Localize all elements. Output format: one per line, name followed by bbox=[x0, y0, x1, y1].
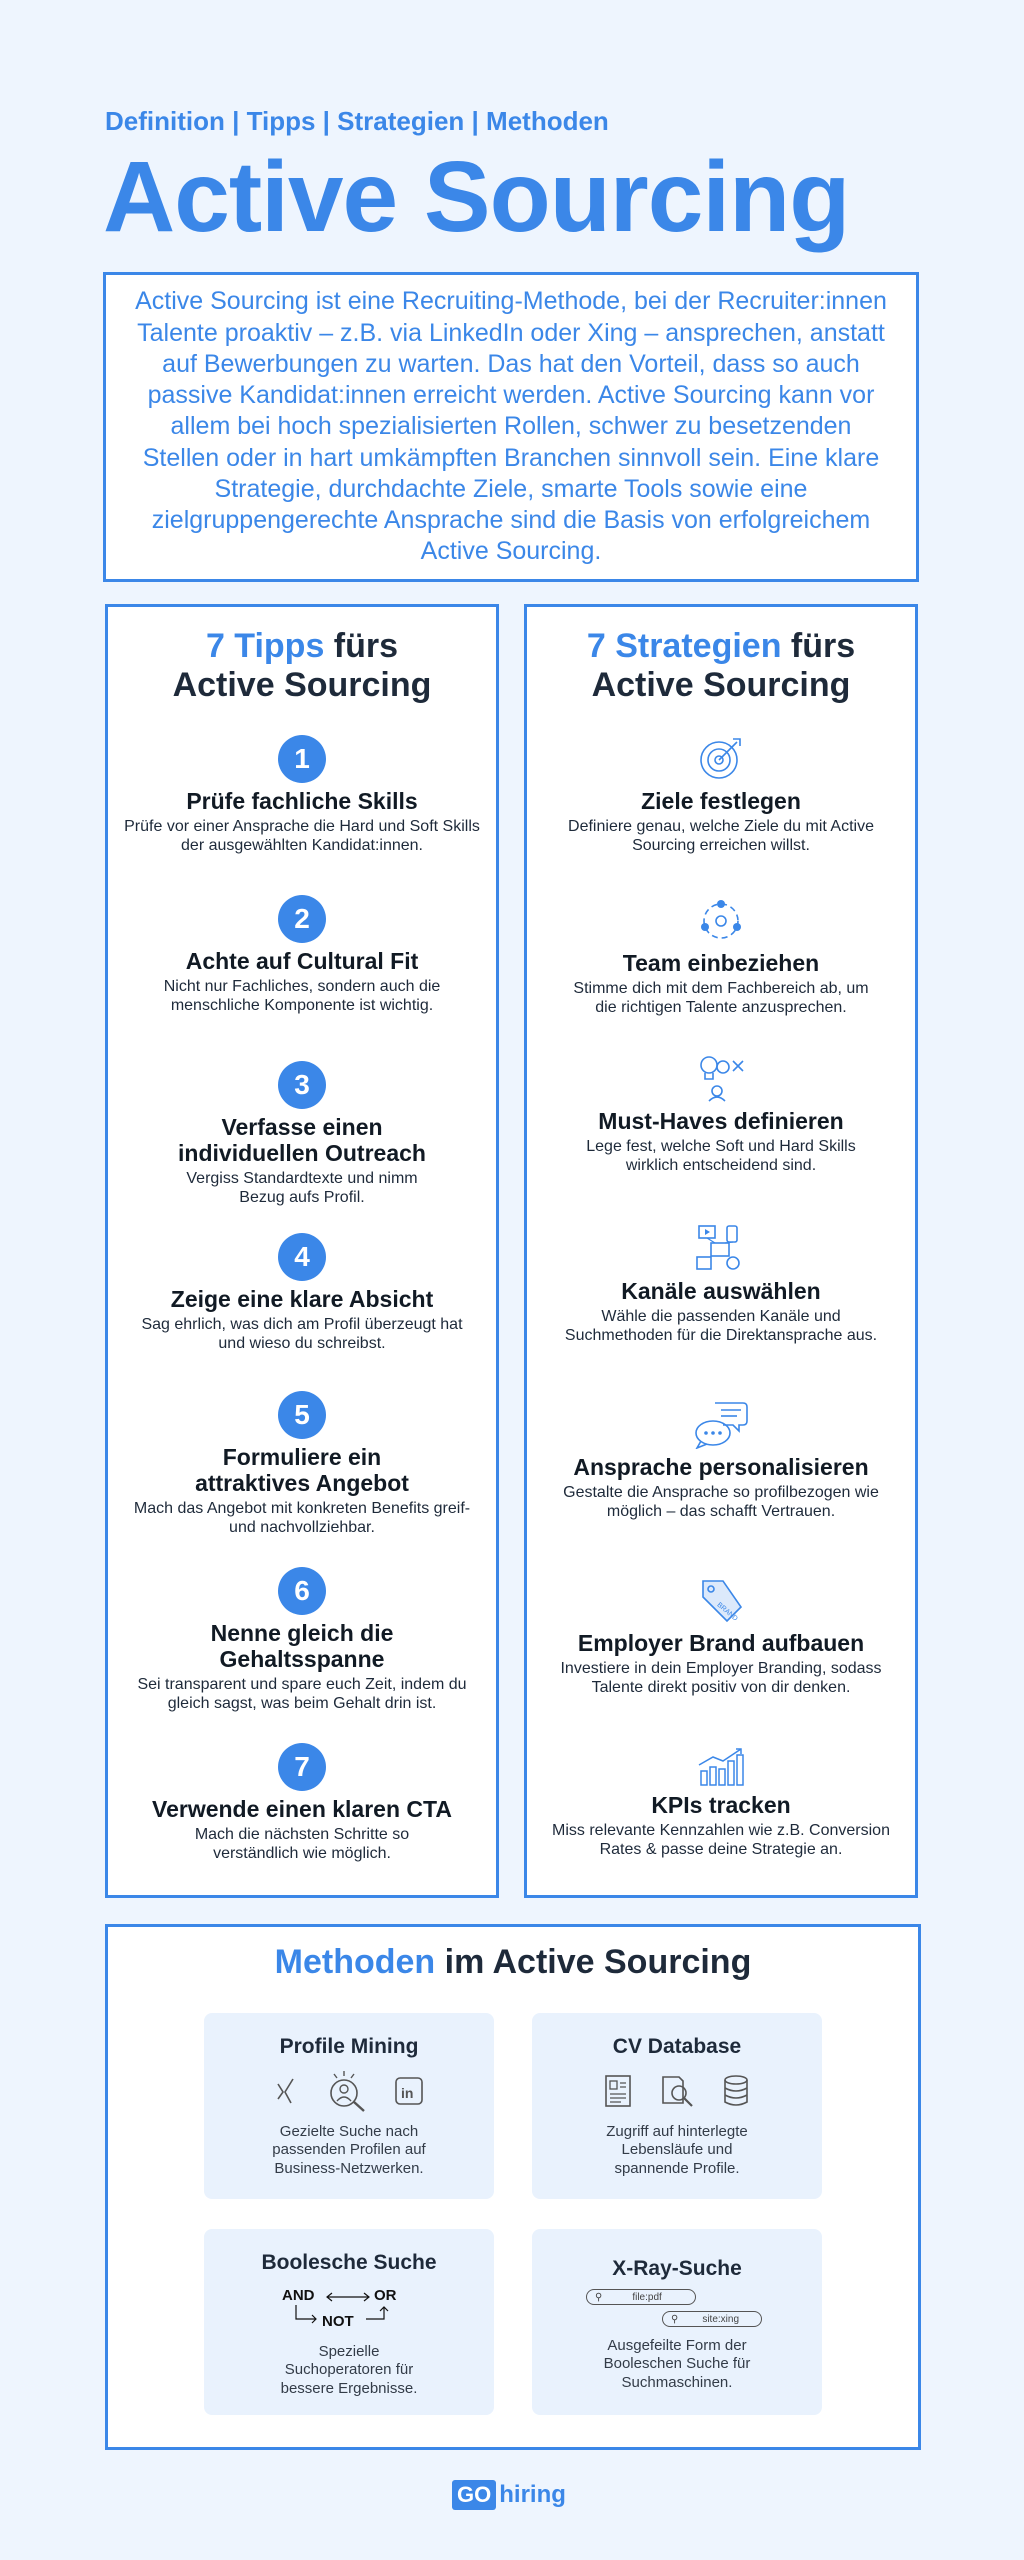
and-operator: AND bbox=[282, 2287, 315, 2304]
strategies-column bbox=[524, 604, 918, 1898]
strategies-title-line2: Active Sourcing bbox=[591, 666, 851, 705]
methods-title bbox=[108, 1943, 918, 1982]
brand-tag-icon bbox=[693, 1575, 749, 1625]
svg-text:in: in bbox=[401, 2085, 414, 2101]
tips-title bbox=[108, 627, 496, 706]
tip-number-badge: 5 bbox=[278, 1391, 326, 1439]
method-card-icons bbox=[532, 2067, 822, 2115]
tip-number-badge: 4 bbox=[278, 1233, 326, 1281]
search-pills bbox=[532, 2287, 822, 2335]
tips-column bbox=[105, 604, 499, 1898]
tip-title: Achte auf Cultural Fit bbox=[185, 948, 419, 974]
cv-document-icon bbox=[603, 2074, 633, 2108]
tips-title-highlight: 7 Tipps bbox=[205, 627, 325, 665]
strategy-text: Wähle die passenden Kanäle und Suchmethoden für die Direktansprache aus. bbox=[564, 1307, 878, 1345]
up-arrow-icon bbox=[364, 2305, 390, 2325]
strategy-item-3 bbox=[527, 1053, 915, 1176]
tip-item-1 bbox=[108, 735, 496, 856]
or-operator: OR bbox=[374, 2287, 397, 2304]
method-card-title: Boolesche Suche bbox=[261, 2251, 437, 2274]
method-card-xray-search bbox=[532, 2229, 822, 2415]
strategy-title: KPIs tracken bbox=[651, 1792, 791, 1818]
search-pill-site bbox=[662, 2311, 762, 2327]
channels-icon bbox=[693, 1223, 749, 1273]
strategy-title: Must-Haves definieren bbox=[598, 1108, 844, 1134]
strategies-title-highlight: 7 Strategien bbox=[586, 627, 782, 665]
target-icon bbox=[693, 733, 749, 783]
strategy-item-7 bbox=[527, 1745, 915, 1860]
tip-text: Prüfe vor einer Ansprache die Hard und Soft Skills der ausgewählten Kandidat:innen. bbox=[124, 817, 480, 855]
strategy-title: Kanäle auswählen bbox=[621, 1278, 821, 1304]
tips-title-line2: Active Sourcing bbox=[172, 666, 432, 705]
people-search-icon bbox=[324, 2069, 368, 2113]
chart-icon bbox=[693, 1745, 749, 1787]
tip-text: Mach das Angebot mit konkreten Benefits greif- und nachvollziehbar. bbox=[133, 1499, 471, 1537]
strategy-text: Miss relevante Kennzahlen wie z.B. Conversion Rates & passe deine Strategie an. bbox=[552, 1821, 890, 1859]
tip-item-5 bbox=[108, 1391, 496, 1538]
strategy-text: Stimme dich mit dem Fachbereich ab, um die richtigen Talente anzusprechen. bbox=[573, 979, 869, 1017]
tip-number-badge: 1 bbox=[278, 735, 326, 783]
strategy-title: Ziele festlegen bbox=[641, 788, 801, 814]
intro-text: Active Sourcing ist eine Recruiting-Methode, bei der Recruiter:innen Talente proaktiv – z.B. via LinkedIn oder Xing – ansprechen, anstatt auf Bewerbungen zu warten. Das hat den Vorteil, dass so auch passive Kandidat:innen erreicht werden. Active Sourcing kann vor allem bei hoch spezialisierten Rollen, schwer zu besetzenden Stellen oder in hart umkämpften Branchen sinnvoll sein. Eine klare Strategie, durchdachte Ziele, smarte Tools sowie eine zielgruppengerechte Ansprache sind die Basis von erfolgreichem Active Sourcing. bbox=[135, 287, 887, 566]
method-card-title: X-Ray-Suche bbox=[612, 2257, 742, 2280]
strategy-text: Investiere in dein Employer Branding, sodass Talente direkt positiv von dir denken. bbox=[560, 1659, 882, 1697]
strategy-item-1 bbox=[527, 733, 915, 856]
strategy-title: Ansprache personalisieren bbox=[573, 1454, 869, 1480]
tip-text: Mach die nächsten Schritte so verständlich wie möglich. bbox=[194, 1825, 410, 1863]
double-arrow-icon bbox=[324, 2291, 372, 2303]
skills-icon bbox=[693, 1053, 749, 1103]
tip-item-6 bbox=[108, 1567, 496, 1714]
method-card-profile-mining bbox=[204, 2013, 494, 2199]
tip-text: Sei transparent und spare euch Zeit, indem du gleich sagst, was beim Gehalt drin ist. bbox=[137, 1675, 467, 1713]
search-icon: ⚲ bbox=[671, 2313, 679, 2325]
method-card-text: Ausgefeilte Form der Booleschen Suche für Suchmaschinen. bbox=[603, 2337, 751, 2391]
methods-title-rest: im Active Sourcing bbox=[435, 1943, 752, 1981]
tips-title-rest: fürs bbox=[324, 627, 399, 665]
chat-icon bbox=[693, 1399, 749, 1449]
tip-text: Sag ehrlich, was dich am Profil überzeugt hat und wieso du schreibst. bbox=[141, 1315, 463, 1353]
linkedin-icon bbox=[394, 2076, 424, 2106]
method-card-title: CV Database bbox=[612, 2035, 742, 2058]
logo-hiring: hiring bbox=[499, 2481, 566, 2508]
boolean-operators-diagram bbox=[204, 2281, 494, 2339]
pill-text: site:xing bbox=[702, 2313, 740, 2325]
method-card-text: Gezielte Suche nach passenden Profilen auf Business-Netzwerken. bbox=[272, 2123, 426, 2177]
pill-text: file:pdf bbox=[632, 2291, 662, 2303]
tip-title: Formuliere ein attraktives Angebot bbox=[195, 1444, 409, 1496]
method-card-boolean-search bbox=[204, 2229, 494, 2415]
svg-text:BRAND: BRAND bbox=[715, 1601, 739, 1623]
page-subtitle: Definition | Tipps | Strategien | Methoden bbox=[105, 106, 609, 136]
database-icon bbox=[721, 2074, 751, 2108]
strategy-text: Lege fest, welche Soft und Hard Skills wirklich entscheidend sind. bbox=[586, 1137, 856, 1175]
logo-go: GO bbox=[452, 2480, 496, 2510]
search-pill-filetype bbox=[586, 2289, 696, 2305]
search-icon: ⚲ bbox=[595, 2291, 603, 2303]
strategy-item-6 bbox=[527, 1575, 915, 1698]
strategies-title bbox=[527, 627, 915, 706]
tip-title: Prüfe fachliche Skills bbox=[186, 788, 418, 814]
strategy-item-2 bbox=[527, 895, 915, 1018]
tip-number-badge: 7 bbox=[278, 1743, 326, 1791]
method-card-text: Spezielle Suchoperatoren für bessere Ergebnisse. bbox=[280, 2343, 418, 2397]
tip-title: Zeige eine klare Absicht bbox=[170, 1286, 434, 1312]
strategy-item-4 bbox=[527, 1223, 915, 1346]
gohiring-logo[interactable] bbox=[452, 2478, 566, 2512]
tip-item-7 bbox=[108, 1743, 496, 1864]
strategies-title-rest: fürs bbox=[781, 627, 856, 665]
methods-section bbox=[105, 1924, 921, 2450]
strategy-text: Definiere genau, welche Ziele du mit Active Sourcing erreichen willst. bbox=[568, 817, 874, 855]
method-card-icons bbox=[204, 2067, 494, 2115]
tip-number-badge: 2 bbox=[278, 895, 326, 943]
xing-icon bbox=[274, 2076, 298, 2106]
tip-title: Verfasse einen individuellen Outreach bbox=[178, 1114, 426, 1166]
method-card-text: Zugriff auf hinterlegte Lebensläufe und spannende Profile. bbox=[606, 2123, 748, 2177]
method-card-title: Profile Mining bbox=[279, 2035, 419, 2058]
tip-item-4 bbox=[108, 1233, 496, 1354]
method-card-cv-database bbox=[532, 2013, 822, 2199]
strategy-title: Team einbeziehen bbox=[622, 950, 820, 976]
tip-number-badge: 3 bbox=[278, 1061, 326, 1109]
intro-box bbox=[103, 272, 919, 582]
tip-number-badge: 6 bbox=[278, 1567, 326, 1615]
tip-title: Nenne gleich die Gehaltsspanne bbox=[210, 1620, 394, 1672]
methods-title-highlight: Methoden bbox=[274, 1943, 436, 1981]
strategy-text: Gestalte die Ansprache so profilbezogen wie möglich – das schafft Vertrauen. bbox=[563, 1483, 879, 1521]
page-title: Active Sourcing bbox=[103, 141, 850, 253]
tip-item-2 bbox=[108, 895, 496, 1016]
document-search-icon bbox=[659, 2073, 695, 2109]
not-operator: NOT bbox=[322, 2313, 354, 2330]
tip-title: Verwende einen klaren CTA bbox=[152, 1796, 452, 1822]
team-icon bbox=[693, 895, 749, 945]
tip-text: Nicht nur Fachliches, sondern auch die menschliche Komponente ist wichtig. bbox=[163, 977, 441, 1015]
down-right-arrow-icon bbox=[294, 2305, 320, 2325]
tip-item-3 bbox=[108, 1061, 496, 1208]
strategy-title: Employer Brand aufbauen bbox=[577, 1630, 865, 1656]
strategy-item-5 bbox=[527, 1399, 915, 1522]
tip-text: Vergiss Standardtexte und nimm Bezug aufs Profil. bbox=[186, 1169, 418, 1207]
